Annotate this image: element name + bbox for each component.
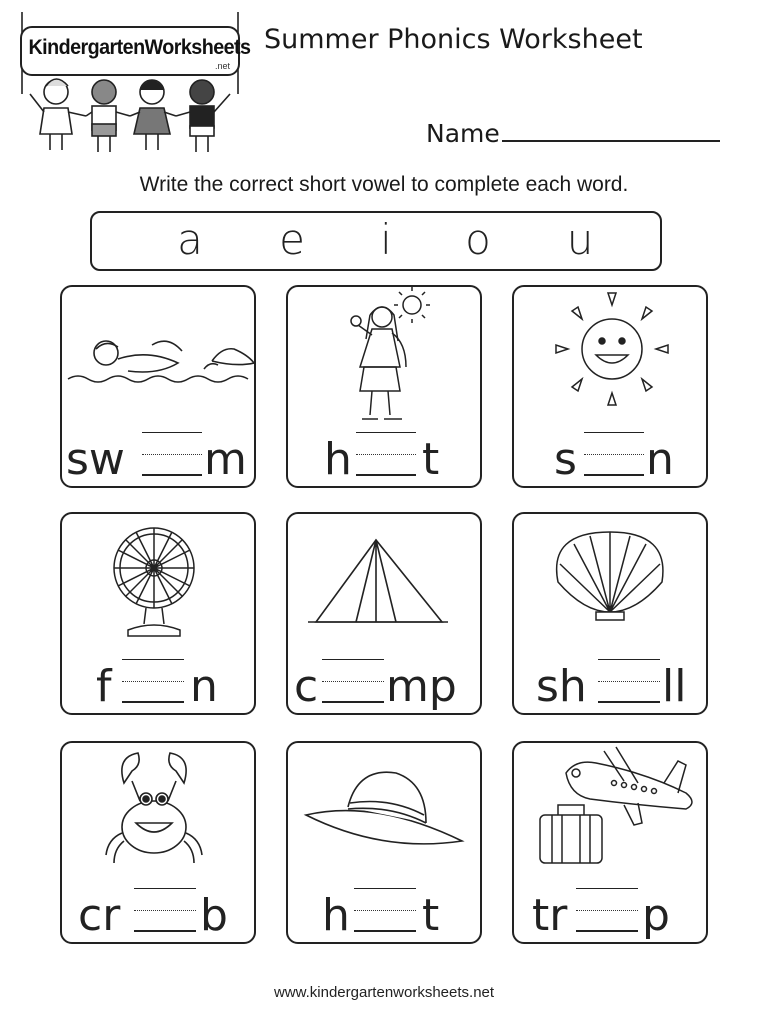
vowel-u: u — [566, 215, 594, 264]
word-camp — [288, 649, 480, 712]
footer-url[interactable]: www.kindergartenworksheets.net — [273, 984, 495, 1001]
word-swim — [62, 422, 254, 485]
word-card-camp — [286, 512, 482, 715]
vowel-blank[interactable] — [354, 888, 416, 932]
word-end: n — [646, 434, 674, 485]
word-end: mp — [386, 661, 457, 712]
word-crab — [62, 878, 254, 941]
word-start: tr — [532, 890, 568, 941]
vowel-blank[interactable] — [142, 432, 202, 476]
word-end: t — [422, 890, 440, 941]
name-blank-line[interactable] — [502, 118, 720, 142]
vowel-blank[interactable] — [356, 432, 416, 476]
vowel-e: e — [279, 215, 305, 264]
vowel-a: a — [177, 215, 203, 264]
word-start: c — [294, 661, 319, 712]
vowel-o: o — [465, 215, 491, 264]
vowel-blank[interactable] — [322, 659, 384, 703]
word-card-fan — [60, 512, 256, 715]
vowel-blank[interactable] — [134, 888, 196, 932]
logo-sign — [20, 26, 251, 76]
vowel-blank[interactable] — [122, 659, 184, 703]
word-card-swim — [60, 285, 256, 488]
logo-text: KindergartenWorksheets — [28, 36, 251, 59]
site-logo — [16, 12, 251, 154]
instructions: Write the correct short vowel to complete each word. — [139, 173, 629, 196]
word-card-sun — [512, 285, 708, 488]
vowel-bank — [90, 211, 662, 271]
word-start: sw — [66, 434, 125, 485]
word-end: p — [642, 890, 670, 941]
word-end: t — [422, 434, 440, 485]
vowel-blank[interactable] — [584, 432, 644, 476]
vowel-blank[interactable] — [576, 888, 638, 932]
word-start: f — [96, 661, 112, 712]
word-card-crab — [60, 741, 256, 944]
word-trip — [514, 878, 706, 941]
page-title: Summer Phonics Worksheet — [264, 24, 643, 55]
word-end: ll — [662, 661, 687, 712]
word-end: n — [190, 661, 218, 712]
word-start: h — [324, 434, 352, 485]
vowel-i: i — [380, 215, 392, 264]
word-shell — [514, 649, 706, 712]
word-hot — [288, 422, 480, 485]
word-start: sh — [536, 661, 587, 712]
word-end: m — [204, 434, 247, 485]
word-hat — [288, 878, 480, 941]
word-card-hat — [286, 741, 482, 944]
word-card-hot — [286, 285, 482, 488]
word-sun — [514, 422, 706, 485]
name-label: Name — [426, 119, 500, 148]
word-start: cr — [78, 890, 121, 941]
word-card-trip — [512, 741, 708, 944]
vowel-blank[interactable] — [598, 659, 660, 703]
word-start: h — [322, 890, 350, 941]
word-card-shell — [512, 512, 708, 715]
word-end: b — [200, 890, 228, 941]
word-start: s — [554, 434, 577, 485]
logo-suffix: .net — [214, 61, 230, 71]
name-field[interactable] — [426, 118, 720, 148]
word-fan — [62, 649, 254, 712]
